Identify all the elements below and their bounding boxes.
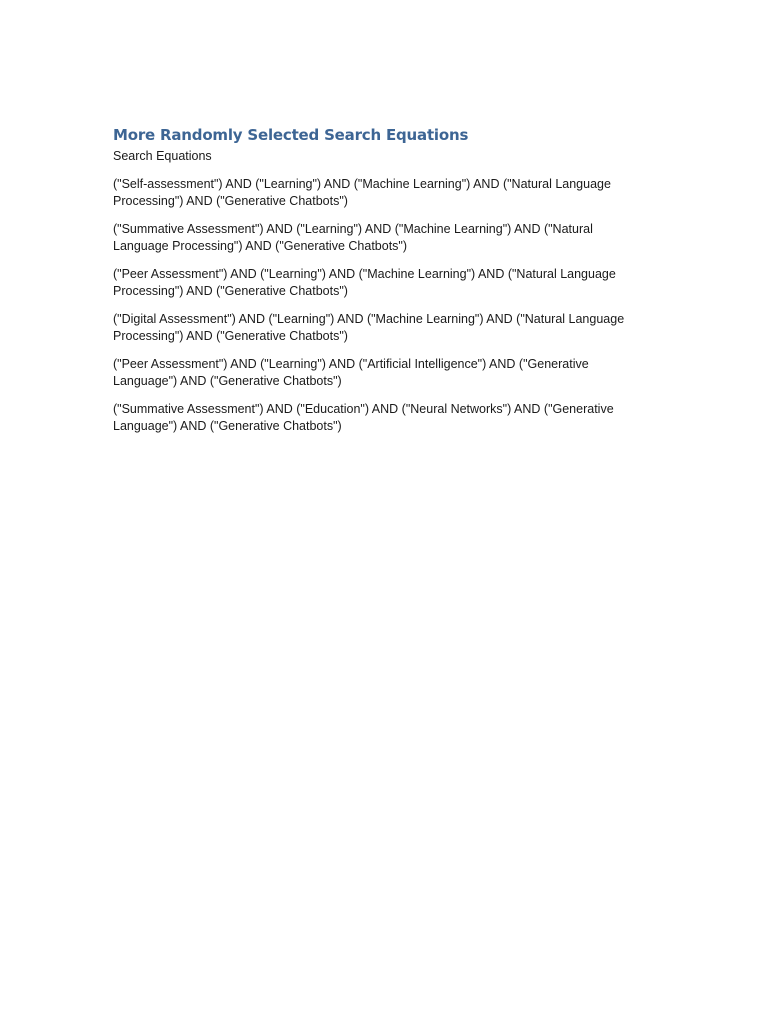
search-equation: ("Summative Assessment") AND ("Education") AND ("Neural Networks") AND ("Generative Language") AND ("Generative Chatbots")	[113, 402, 614, 433]
search-equation: ("Self-assessment") AND ("Learning") AND ("Machine Learning") AND ("Natural Language Processing") AND ("Generative Chatbots")	[113, 177, 611, 208]
section-label: Search Equations	[113, 149, 212, 163]
search-equation: ("Peer Assessment") AND ("Learning") AND ("Artificial Intelligence") AND ("Generative Language") AND ("Generative Chatbots")	[113, 357, 589, 388]
page-title: More Randomly Selected Search Equations	[113, 126, 469, 144]
search-equation: ("Peer Assessment") AND ("Learning") AND ("Machine Learning") AND ("Natural Language Processing") AND ("Generative Chatbots")	[113, 267, 616, 298]
document-content	[113, 123, 643, 446]
search-equation: ("Digital Assessment") AND ("Learning") AND ("Machine Learning") AND ("Natural Language Processing") AND ("Generative Chatbots")	[113, 312, 625, 343]
search-equation: ("Summative Assessment") AND ("Learning") AND ("Machine Learning") AND ("Natural Language Processing") AND ("Generative Chatbots")	[113, 222, 593, 253]
